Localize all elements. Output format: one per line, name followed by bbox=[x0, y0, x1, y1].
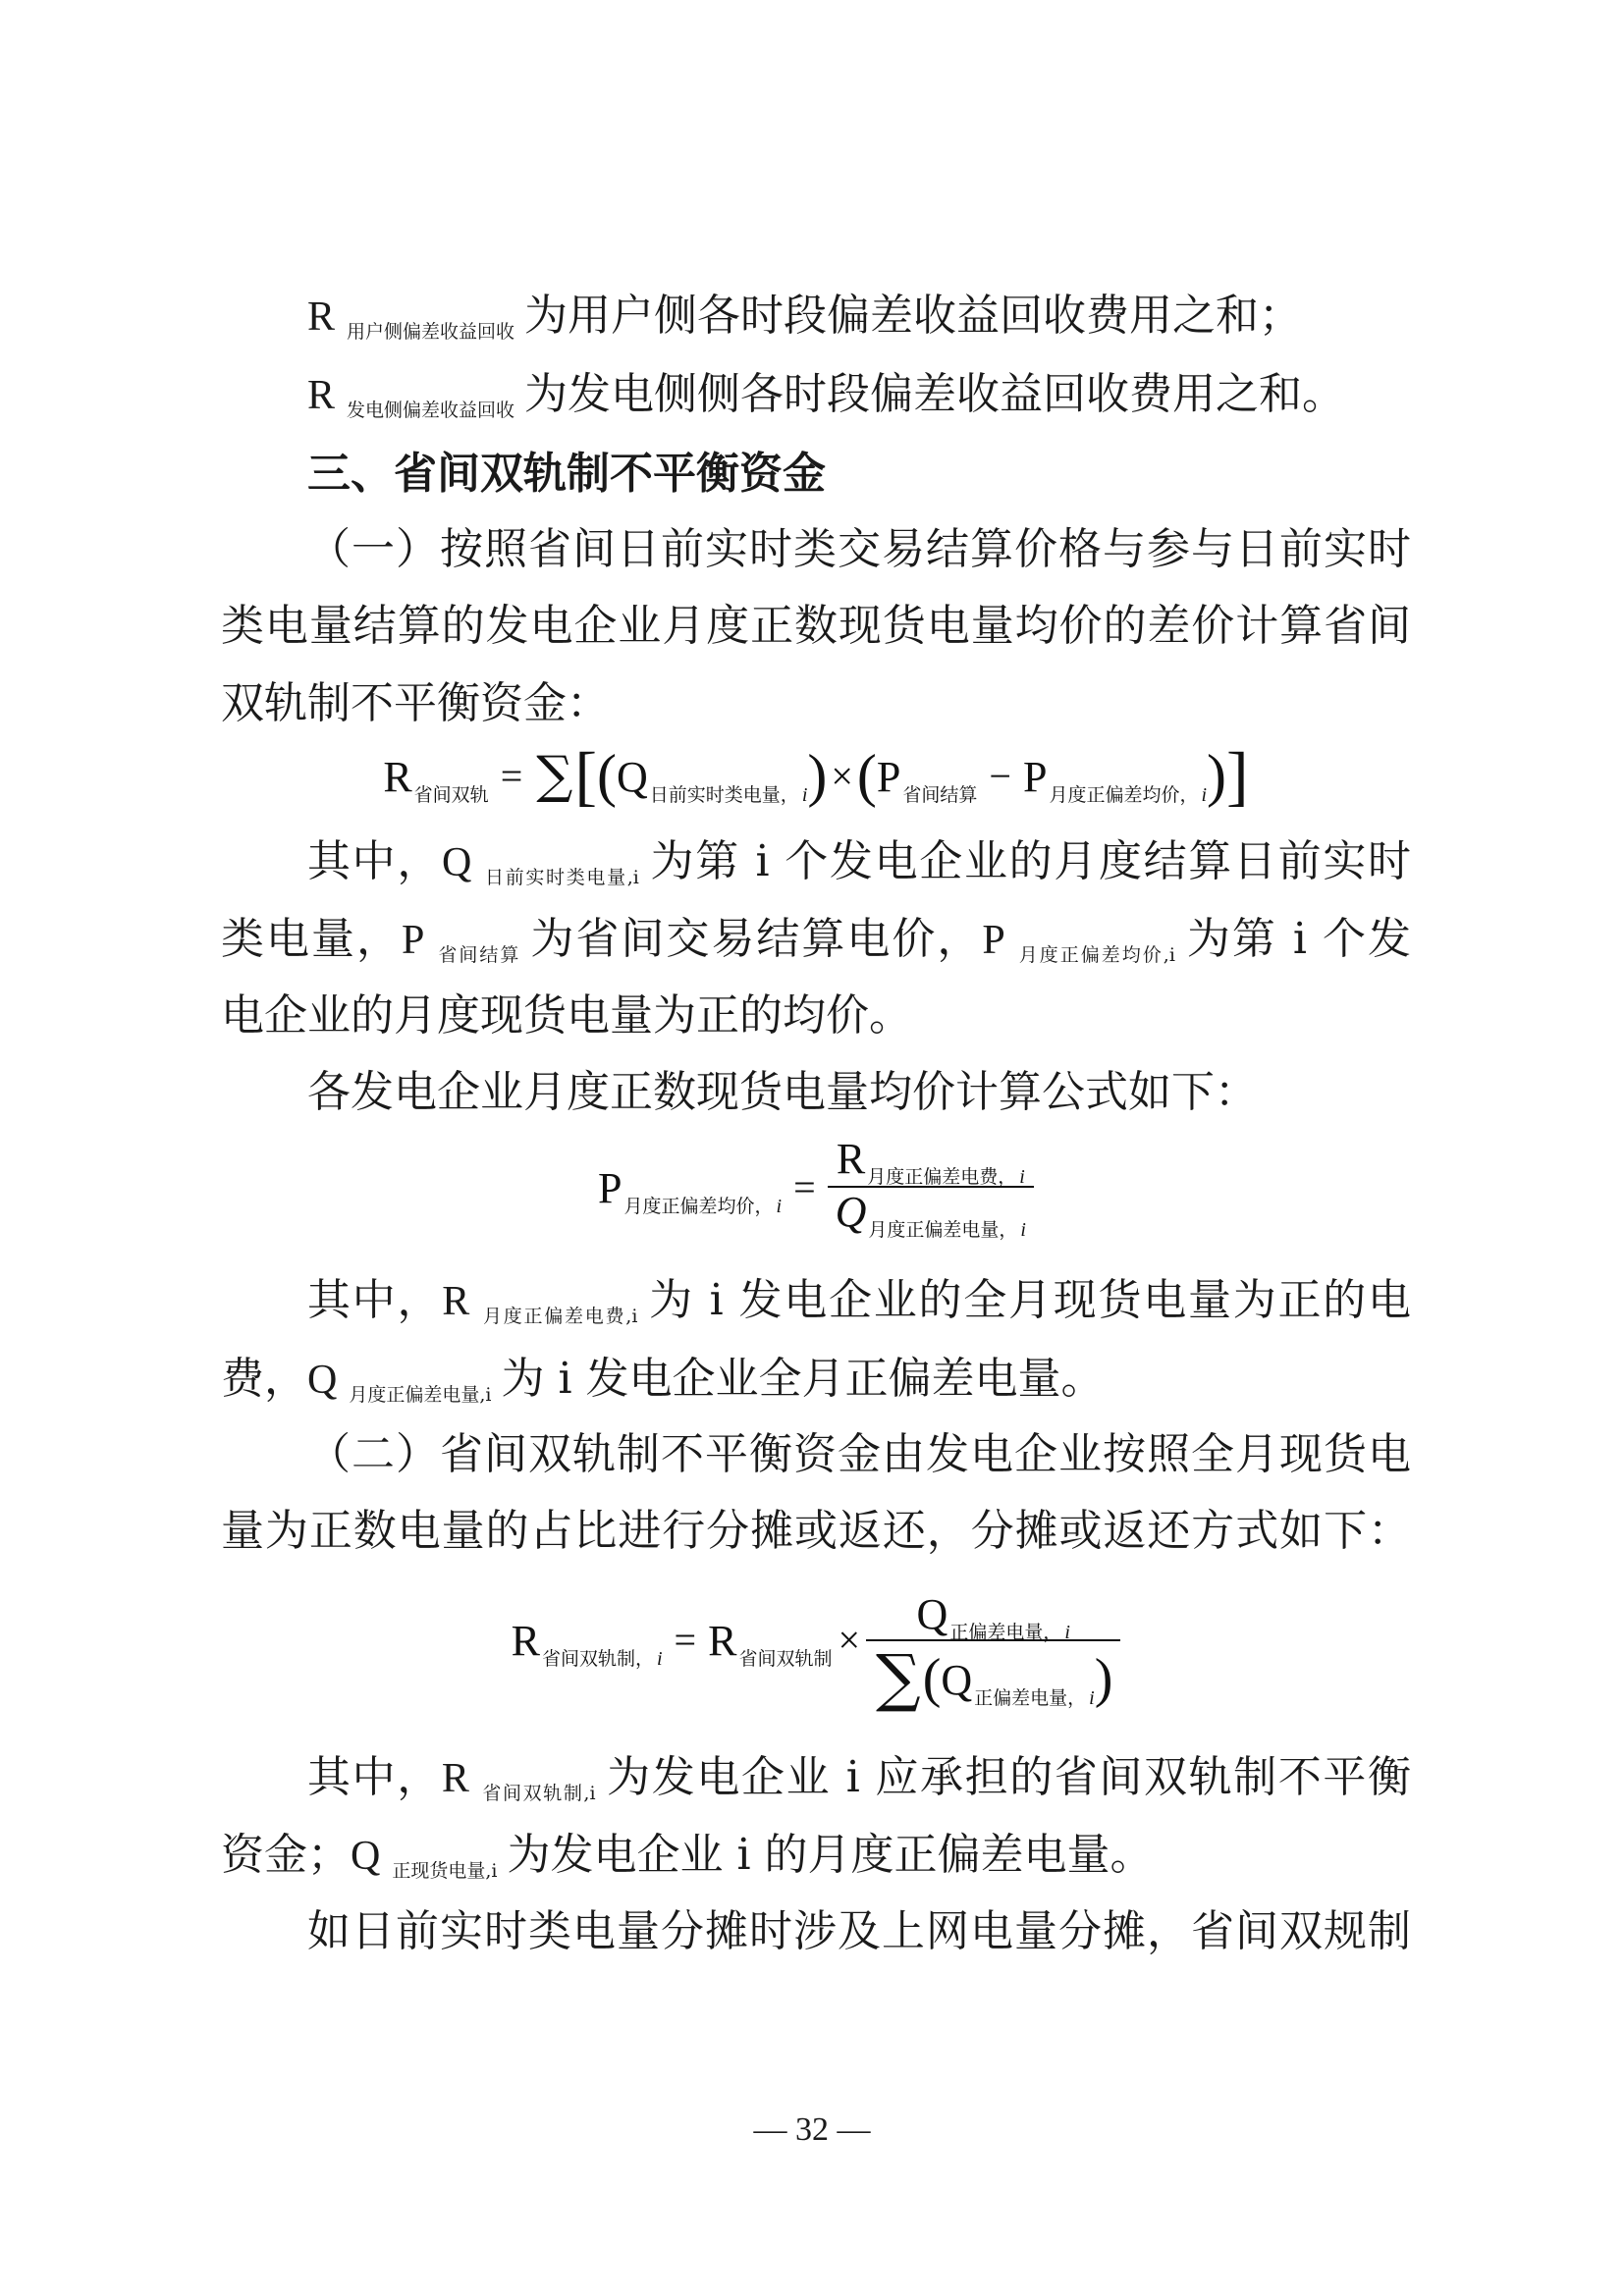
explanation-line: 电企业的月度现货电量为正的均价。 bbox=[221, 990, 912, 1041]
formula-dual-track-imbalance bbox=[221, 736, 1411, 815]
explanation-line: 资金；Q 正现货电量,i 为发电企业 i 的月度正偏差电量。 bbox=[221, 1830, 1154, 1882]
fraction bbox=[828, 1131, 1034, 1243]
fraction-numerator: Q $_{正偏差电量, i}$ bbox=[866, 1588, 1120, 1641]
variable-subscript: 月度正偏差电费,i bbox=[481, 1306, 638, 1327]
formula-p-settlement: P $_{省间结算}$ bbox=[876, 752, 978, 806]
explanation-line: 费，Q 月度正偏差电量,i 为 i 发电企业全月正偏差电量。 bbox=[221, 1354, 1105, 1406]
variable-symbol: Q bbox=[442, 840, 472, 885]
right-paren: ) bbox=[807, 742, 828, 808]
variable-subscript: 正现货电量,i bbox=[392, 1860, 498, 1882]
page-number: — 32 — bbox=[753, 2111, 871, 2148]
right-paren: ) bbox=[1207, 742, 1227, 808]
variable-subscript: 月度正偏差电量,i bbox=[349, 1384, 492, 1406]
variable-subscript: 月度正偏差均价,i bbox=[1016, 944, 1175, 966]
fraction-denominator: ∑ ( Q $_{正偏差电量, i}$ ) bbox=[876, 1642, 1113, 1715]
explanation-line: 其中，R 省间双轨制,i 为发电企业 i 应承担的省间双轨制不平衡 bbox=[307, 1752, 1412, 1804]
variable-symbol: R bbox=[307, 294, 336, 340]
times-sign: × bbox=[831, 753, 853, 798]
explanation-line: 其中，Q 日前实时类电量,i 为第 i 个发电企业的月度结算日前实时 bbox=[307, 836, 1411, 888]
left-paren: ( bbox=[856, 742, 877, 808]
equals-sign: = bbox=[793, 1164, 816, 1209]
variable-symbol: Q bbox=[307, 1358, 338, 1403]
variable-subscript: 省间双轨制,i bbox=[480, 1783, 596, 1804]
right-bracket: ] bbox=[1226, 737, 1249, 813]
explanation-line: 类电量，P 省间结算 为省间交易结算电价，P 月度正偏差均价,i 为第 i 个发 bbox=[221, 914, 1411, 966]
variable-symbol: P bbox=[982, 918, 1005, 963]
paragraph-line: （二）省间双轨制不平衡资金由发电企业按照全月现货电 bbox=[307, 1429, 1411, 1479]
definition-line bbox=[221, 365, 1411, 424]
fraction-numerator: R $_{月度正偏差电费, i}$ bbox=[828, 1131, 1034, 1188]
equals-sign: = bbox=[674, 1617, 697, 1662]
variable-subscript: 发电侧偏差收益回收 bbox=[347, 400, 515, 421]
paragraph-line: 双轨制不平衡资金： bbox=[221, 678, 610, 728]
variable-subscript: 省间结算 bbox=[436, 944, 521, 966]
formula-lhs: P $_{月度正偏差均价, i}$ bbox=[598, 1163, 783, 1217]
fraction-denominator: Q $_{月度正偏差电量, i}$ bbox=[835, 1187, 1026, 1241]
left-paren: ( bbox=[597, 742, 618, 808]
formula-lhs: R $_{省间双轨制, i}$ bbox=[511, 1616, 663, 1670]
definition-text: 为用户侧各时段偏差收益回收费用之和； bbox=[524, 291, 1303, 341]
minus-sign: − bbox=[989, 753, 1011, 798]
variable-symbol: Q bbox=[351, 1834, 381, 1879]
equals-sign: = bbox=[500, 753, 523, 798]
explanation-line: 其中，R 月度正偏差电费,i 为 i 发电企业的全月现货电量为正的电 bbox=[307, 1275, 1412, 1327]
paragraph-line: 类电量结算的发电企业月度正数现货电量均价的差价计算省间 bbox=[221, 601, 1411, 651]
formula-lhs: R $_{省间双轨}$ bbox=[383, 752, 489, 806]
variable-subscript: 日前实时类电量,i bbox=[483, 867, 639, 888]
right-paren: ) bbox=[1094, 1648, 1113, 1709]
formula-p-avg: P $_{月度正偏差均价, i}$ bbox=[1022, 752, 1208, 806]
paragraph-line: 量为正数电量的占比进行分摊或返还，分摊或返还方式如下： bbox=[221, 1506, 1411, 1556]
definition-text: 为发电侧侧各时段偏差收益回收费用之和。 bbox=[524, 369, 1346, 419]
paragraph-line: 如日前实时类电量分摊时涉及上网电量分摊，省间双规制 bbox=[307, 1906, 1411, 1956]
summation-symbol: ∑ bbox=[876, 1642, 921, 1715]
formula-q-term: Q $_{日前实时类电量, i}$ bbox=[617, 752, 808, 806]
formula-dual-track-allocation bbox=[221, 1588, 1411, 1716]
left-paren: ( bbox=[922, 1648, 942, 1709]
formula-total-term: R $_{省间双轨制}$ bbox=[708, 1616, 833, 1670]
variable-symbol: P bbox=[402, 918, 425, 963]
fraction bbox=[866, 1588, 1120, 1716]
paragraph-line: 各发电企业月度正数现货电量均价计算公式如下： bbox=[307, 1067, 1258, 1117]
paragraph-line: （一）按照省间日前实时类交易结算价格与参与日前实时 bbox=[307, 524, 1411, 574]
formula-monthly-positive-avg-price bbox=[221, 1130, 1411, 1244]
variable-subscript: 用户侧偏差收益回收 bbox=[347, 321, 515, 343]
variable-symbol: R bbox=[442, 1279, 470, 1324]
times-sign: × bbox=[838, 1617, 861, 1662]
definition-line bbox=[221, 287, 1411, 346]
variable-symbol: R bbox=[441, 1756, 469, 1801]
section-heading: 三、省间双轨制不平衡资金 bbox=[307, 449, 826, 499]
left-bracket: [ bbox=[574, 737, 598, 813]
variable-symbol: R bbox=[307, 373, 336, 418]
summation-symbol: ∑ bbox=[536, 746, 573, 805]
